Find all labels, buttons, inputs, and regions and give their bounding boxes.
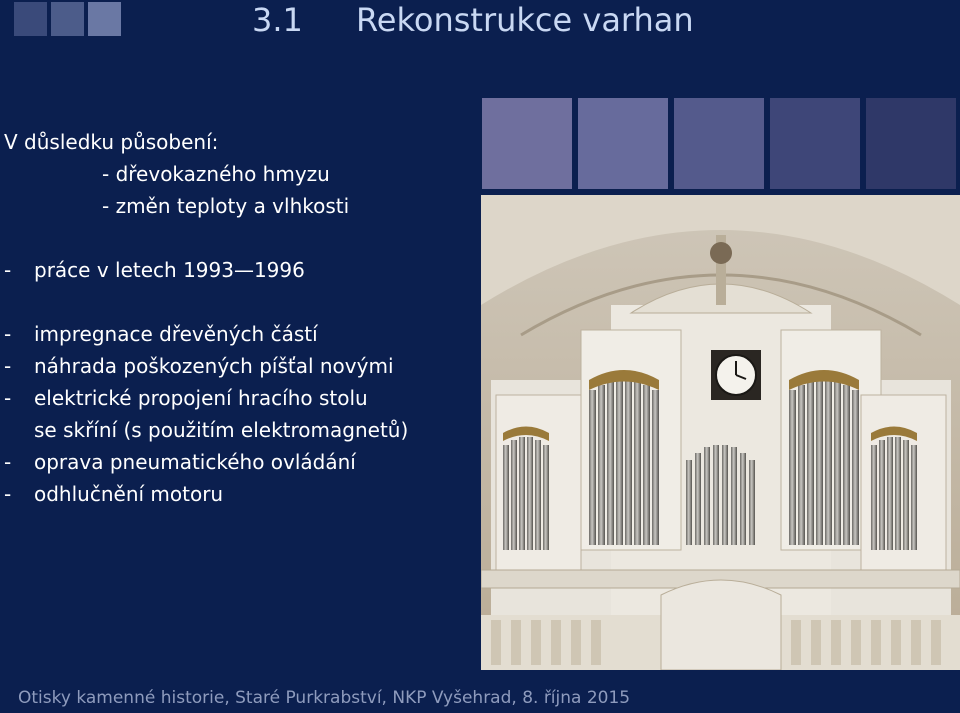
bullet-dash: - [4, 450, 12, 474]
top-square-2 [578, 98, 668, 189]
work-text: elektrické propojení hracího stolu [34, 386, 368, 410]
slide-title [252, 2, 952, 38]
work-item-5 [4, 446, 474, 478]
work-text: oprava pneumatického ovládání [34, 450, 356, 474]
bullet-dash: - [4, 322, 12, 346]
work-item-6 [4, 478, 474, 510]
intro-text: V důsledku působení: [4, 130, 219, 154]
work-text: impregnace dřevěných částí [34, 322, 318, 346]
work-item-2 [4, 350, 474, 382]
bullet-dash: - [4, 258, 12, 282]
cause-item-2: - změn teploty a vlhkosti [102, 194, 350, 218]
work-text: se skříní (s použitím elektromagnetů) [34, 418, 409, 442]
bullet-dash: - [4, 482, 12, 506]
top-square-3 [674, 98, 764, 189]
work-item-4 [4, 414, 474, 446]
corner-square-2 [51, 2, 84, 36]
pipe-organ-photo [481, 195, 960, 670]
period-item [4, 254, 474, 286]
work-text: odhlučnění motoru [34, 482, 224, 506]
cause-item-1: - dřevokazného hmyzu [102, 162, 330, 186]
top-square-4 [770, 98, 860, 189]
corner-square-3 [88, 2, 121, 36]
pipe-organ-illustration [481, 195, 960, 670]
bullet-dash: - [4, 354, 12, 378]
photo-top-decoration [482, 98, 956, 189]
slide-title-text: Rekonstrukce varhan [356, 1, 694, 39]
slide-footer: Otisky kamenné historie, Staré Purkrabství, NKP Vyšehrad, 8. října 2015 [18, 688, 631, 708]
work-item-3 [4, 382, 474, 414]
work-text: náhrada poškozených píšťal novými [34, 354, 394, 378]
work-item-1 [4, 318, 474, 350]
corner-square-1 [14, 2, 47, 36]
top-square-5 [866, 98, 956, 189]
corner-decoration [14, 2, 121, 36]
slide-title-number: 3.1 [252, 1, 303, 39]
period-text: práce v letech 1993—1996 [34, 258, 305, 282]
top-square-1 [482, 98, 572, 189]
slide-body [4, 126, 474, 510]
bullet-dash: - [4, 386, 12, 410]
